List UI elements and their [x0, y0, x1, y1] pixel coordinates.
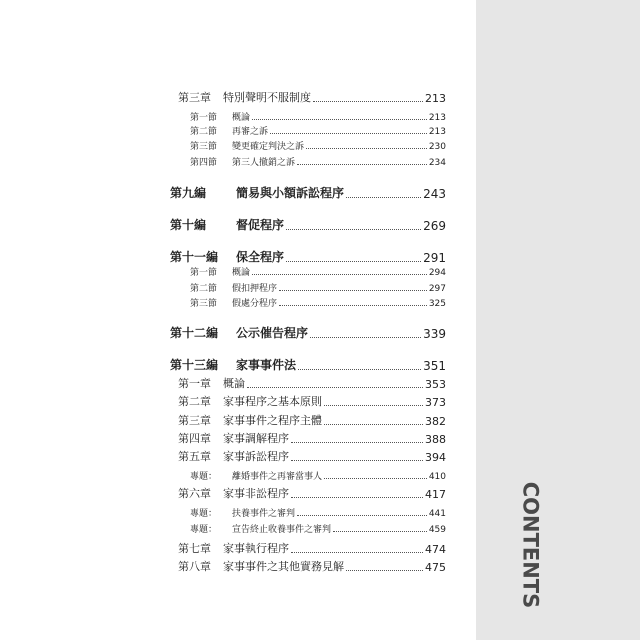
- dot-leader: [291, 552, 423, 553]
- dot-leader: [298, 369, 421, 370]
- entry-label: 第二章: [178, 395, 211, 408]
- dot-leader: [297, 164, 427, 165]
- toc-entry[interactable]: [170, 356, 446, 373]
- entry-label: 專題：: [190, 509, 218, 519]
- entry-page: 294: [428, 268, 446, 278]
- entry-label: 第十一編: [170, 250, 219, 264]
- entry-page: 382: [425, 415, 446, 428]
- entry-label: 第一節: [190, 268, 218, 278]
- entry-title: 家事調解程序: [223, 432, 289, 445]
- entry-page: 373: [425, 396, 446, 409]
- entry-label: 第一章: [178, 377, 211, 390]
- entry-label: 專題：: [190, 525, 218, 535]
- entry-label: 第二節: [190, 284, 218, 294]
- entry-page: 291: [423, 251, 446, 265]
- entry-page: 243: [423, 187, 446, 201]
- dot-leader: [286, 261, 421, 262]
- entry-title: 概論: [232, 113, 251, 123]
- dot-leader: [279, 305, 427, 306]
- dot-leader: [306, 148, 427, 149]
- entry-title: 督促程序: [236, 218, 285, 232]
- entry-title: 扶養事件之審判: [232, 509, 296, 519]
- entry-page: 394: [425, 451, 446, 464]
- entry-title: 概論: [223, 377, 245, 390]
- dot-leader: [324, 478, 427, 479]
- toc-entry[interactable]: [190, 110, 446, 123]
- toc-entry[interactable]: [170, 248, 446, 265]
- toc-entry[interactable]: [178, 449, 446, 464]
- entry-title: 再審之訴: [232, 127, 269, 137]
- entry-page: 459: [428, 525, 446, 535]
- toc-entry[interactable]: [190, 124, 446, 137]
- entry-label: 第三節: [190, 299, 218, 309]
- contents-label-wrap: [518, 481, 543, 609]
- toc-entry[interactable]: [178, 376, 446, 391]
- dot-leader: [279, 290, 427, 291]
- entry-title: 宣告終止收養事件之審判: [232, 525, 332, 535]
- entry-title: 變更確定判決之訴: [232, 142, 305, 152]
- dot-leader: [291, 497, 423, 498]
- toc-entry[interactable]: [178, 486, 446, 501]
- entry-page: 213: [428, 127, 446, 137]
- dot-leader: [291, 442, 423, 443]
- toc-entry[interactable]: [178, 541, 446, 556]
- entry-label: 第七章: [178, 542, 211, 555]
- entry-label: 第九編: [170, 186, 207, 200]
- dot-leader: [346, 570, 423, 571]
- entry-title: 家事事件法: [236, 358, 297, 372]
- entry-page: 441: [428, 509, 446, 519]
- entry-title: 家事非訟程序: [223, 487, 289, 500]
- contents-label: CONTENTS: [518, 481, 543, 609]
- dot-leader: [297, 515, 427, 516]
- dot-leader: [286, 229, 421, 230]
- toc-entry[interactable]: [170, 184, 446, 201]
- entry-title: 家事事件之程序主體: [223, 414, 322, 427]
- entry-page: 339: [423, 327, 446, 341]
- entry-page: 230: [428, 142, 446, 152]
- dot-leader: [346, 197, 421, 198]
- entry-label: 第四節: [190, 158, 218, 168]
- entry-label: 第二節: [190, 127, 218, 137]
- toc-entry[interactable]: [178, 413, 446, 428]
- entry-page: 353: [425, 378, 446, 391]
- entry-title: 特別聲明不服制度: [223, 91, 311, 104]
- entry-page: 417: [425, 488, 446, 501]
- toc-entry[interactable]: [170, 324, 446, 341]
- entry-title: 家事執行程序: [223, 542, 289, 555]
- entry-title: 概論: [232, 268, 251, 278]
- dot-leader: [270, 133, 427, 134]
- entry-label: 第三章: [178, 91, 211, 104]
- entry-label: 第三章: [178, 414, 211, 427]
- entry-title: 假處分程序: [232, 299, 278, 309]
- dot-leader: [333, 531, 427, 532]
- entry-title: 假扣押程序: [232, 284, 278, 294]
- entry-page: 234: [428, 158, 446, 168]
- entry-label: 第三節: [190, 142, 218, 152]
- toc-entry[interactable]: [190, 296, 446, 309]
- entry-label: 第十二編: [170, 326, 219, 340]
- entry-title: 家事程序之基本原則: [223, 395, 322, 408]
- entry-page: 351: [423, 359, 446, 373]
- dot-leader: [324, 405, 423, 406]
- toc-entry[interactable]: [190, 139, 446, 152]
- dot-leader: [291, 460, 423, 461]
- entry-title: 家事事件之其他實務見解: [223, 560, 344, 573]
- toc-entry[interactable]: [178, 394, 446, 409]
- dot-leader: [252, 274, 427, 275]
- toc-entry[interactable]: [190, 155, 446, 168]
- toc-entry[interactable]: [178, 431, 446, 446]
- toc-entry[interactable]: [190, 265, 446, 278]
- entry-label: 第四章: [178, 432, 211, 445]
- entry-label: 第十編: [170, 218, 207, 232]
- entry-page: 213: [428, 113, 446, 123]
- entry-title: 第三人撤銷之訴: [232, 158, 296, 168]
- entry-title: 家事訴訟程序: [223, 450, 289, 463]
- toc-entry[interactable]: [190, 522, 446, 535]
- entry-label: 第五章: [178, 450, 211, 463]
- entry-title: 簡易與小額訴訟程序: [236, 186, 345, 200]
- entry-page: 269: [423, 219, 446, 233]
- entry-title: 公示催告程序: [236, 326, 309, 340]
- entry-label: 第一節: [190, 113, 218, 123]
- dot-leader: [324, 424, 423, 425]
- toc-entry[interactable]: [190, 506, 446, 519]
- entry-label: 第八章: [178, 560, 211, 573]
- entry-title: 保全程序: [236, 250, 285, 264]
- dot-leader: [252, 119, 427, 120]
- entry-label: 專題：: [190, 472, 218, 482]
- dot-leader: [310, 337, 421, 338]
- entry-label: 第六章: [178, 487, 211, 500]
- entry-page: 388: [425, 433, 446, 446]
- entry-page: 474: [425, 543, 446, 556]
- entry-page: 325: [428, 299, 446, 309]
- toc-entry[interactable]: [178, 559, 446, 574]
- entry-label: 第十三編: [170, 358, 219, 372]
- entry-title: 離婚事件之再審當事人: [232, 472, 323, 482]
- dot-leader: [313, 101, 423, 102]
- entry-page: 410: [428, 472, 446, 482]
- entry-page: 213: [425, 92, 446, 105]
- toc-entry[interactable]: [190, 469, 446, 482]
- toc-entry[interactable]: [190, 281, 446, 294]
- contents-sidebar: [476, 0, 640, 640]
- entry-page: 297: [428, 284, 446, 294]
- toc-entry[interactable]: [178, 90, 446, 105]
- toc-entry[interactable]: [170, 216, 446, 233]
- dot-leader: [247, 387, 423, 388]
- entry-page: 475: [425, 561, 446, 574]
